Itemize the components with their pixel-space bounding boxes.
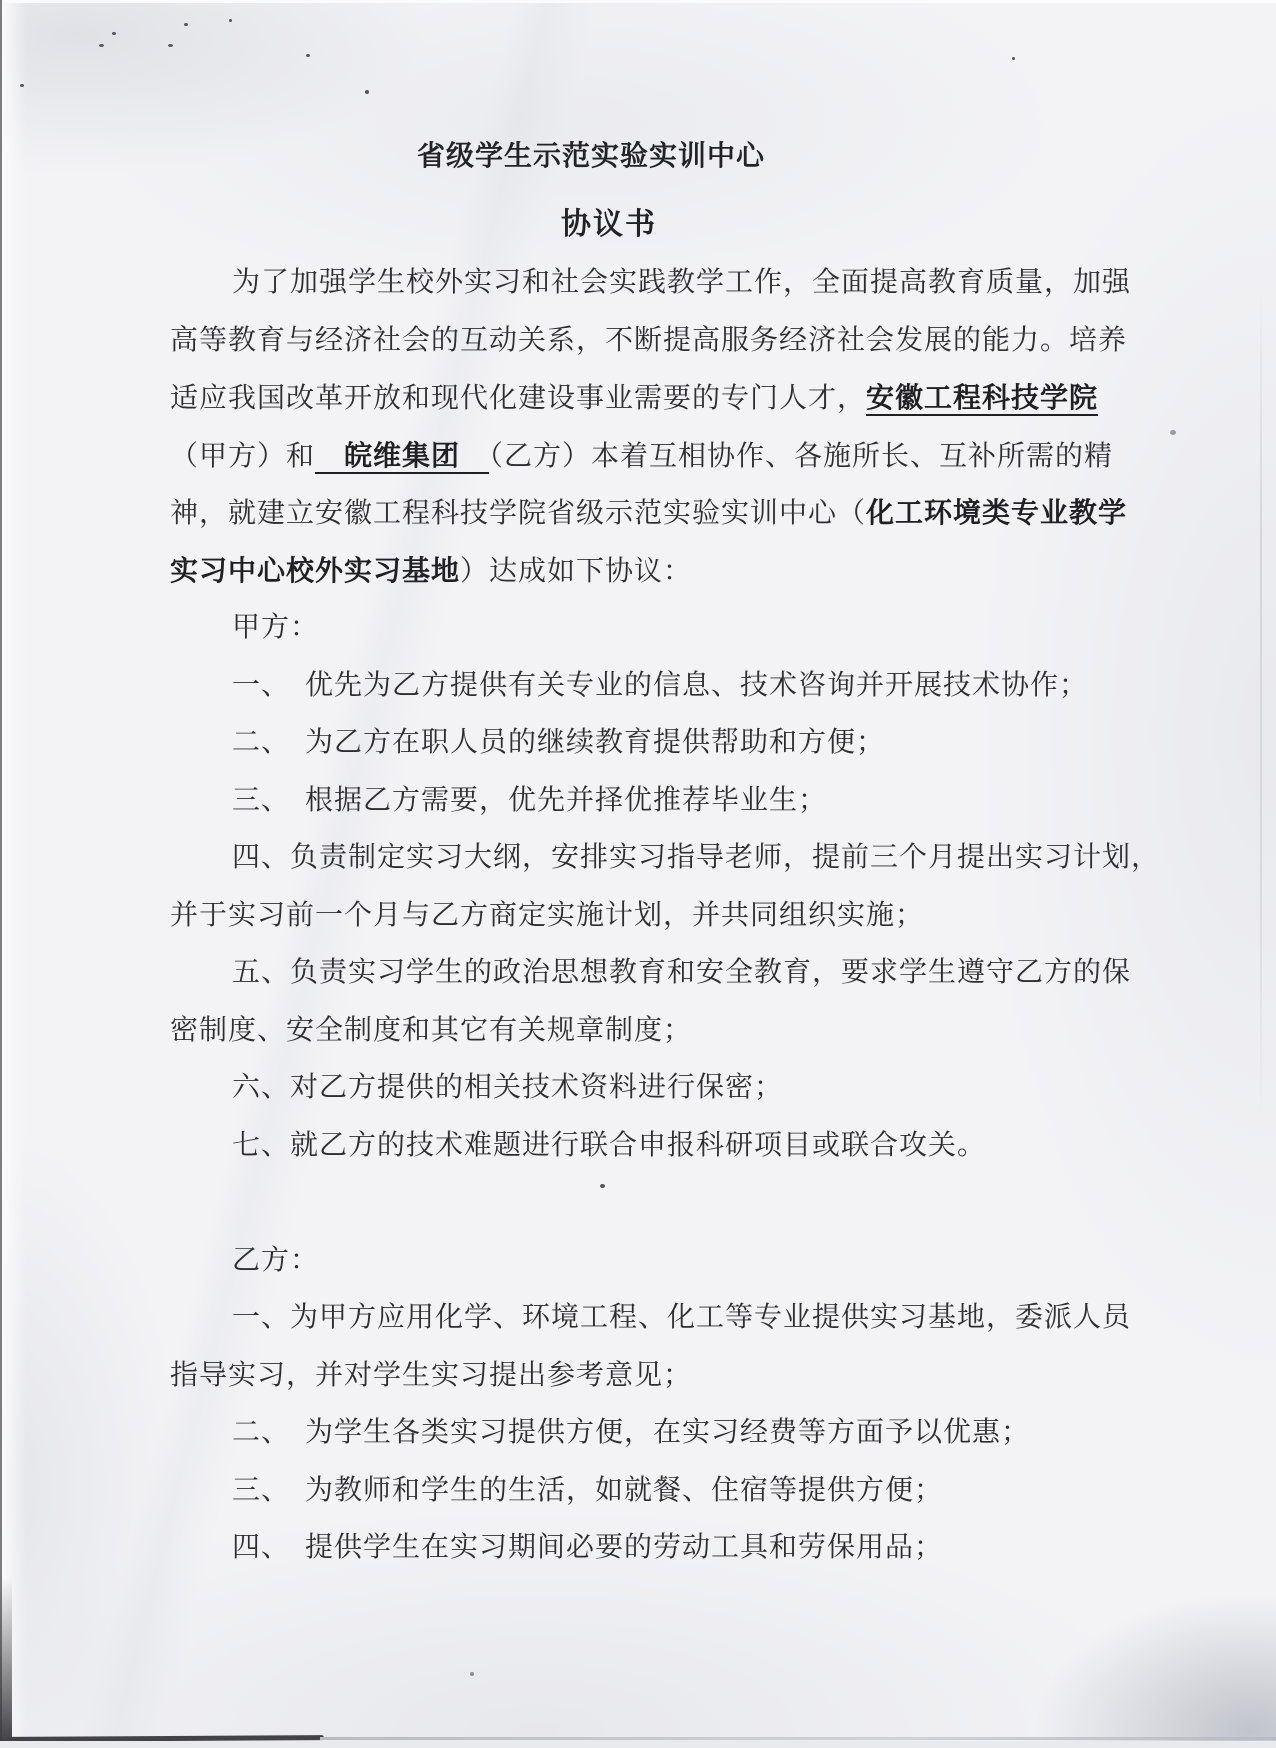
party-b-heading: 乙方： <box>232 1244 320 1276</box>
party-a-heading: 甲方： <box>232 612 320 643</box>
scan-edge-left <box>0 0 2 1748</box>
paper-speck <box>470 1672 474 1676</box>
body-text: 神，就建立安徽工程科技学院省级示范实验实训中心（ <box>170 498 867 529</box>
body-text: 七、就乙方的技术难题进行联合申报科研项目或联合攻关。 <box>232 1129 987 1161</box>
doc-title: 省级学生示范实验实训中心 <box>416 140 765 171</box>
text-line <box>170 1404 1150 1462</box>
text-line <box>170 427 1150 485</box>
body-text: 三、 为教师和学生的生活，如就餐、住宿等提供方便； <box>232 1474 944 1506</box>
body-text: 四、负责制定实习大纲，安排实习指导老师，提前三个月提出实习计划， <box>232 842 1161 873</box>
text-line <box>170 657 1150 715</box>
text-line <box>170 772 1150 830</box>
body-text: 五、负责实习学生的政治思想教育和安全教育，要求学生遵守乙方的保 <box>232 957 1132 988</box>
text-line <box>170 829 1161 887</box>
text-line <box>170 1519 1150 1577</box>
paper-speck <box>20 84 24 87</box>
text-line <box>170 484 1150 542</box>
text-line <box>170 369 1150 427</box>
scanner-bed-strip <box>0 1741 1276 1748</box>
blank-line <box>170 1174 1150 1232</box>
paper-crease <box>1260 290 1262 1120</box>
body-text: 一、为甲方应用化学、环境工程、化工等专业提供实习基地，委派人员 <box>232 1302 1132 1333</box>
text-line <box>170 1059 1150 1117</box>
body-text: （乙方）本着互相协作、各施所长、互补所需的精 <box>489 440 1114 472</box>
text-line <box>170 714 1150 772</box>
body-text: 适应我国改革开放和现代化建设事业需要的专门人才， <box>170 383 867 414</box>
text-line <box>170 542 1150 600</box>
body-text: 六、对乙方提供的相关技术资料进行保密； <box>232 1072 784 1103</box>
body-text: 密制度、安全制度和其它有关规章制度； <box>170 1014 693 1046</box>
text-line <box>170 312 1150 370</box>
document-content <box>170 0 1161 1577</box>
emphasized-text: 实习中心校外实习基地 <box>170 554 461 586</box>
text-line <box>170 1002 1150 1060</box>
emphasized-text: 化工环境类专业教学 <box>866 497 1128 528</box>
body-text: 一、 优先为乙方提供有关专业的信息、技术咨询并开展技术协作； <box>232 669 1089 701</box>
body-text: 为了加强学生校外实习和社会实践教学工作，全面提高教育质量，加强 <box>232 267 1132 298</box>
document-body <box>170 254 1161 1577</box>
body-text: ）达成如下协议： <box>460 555 693 587</box>
text-line <box>170 1462 1150 1520</box>
text-line <box>170 1289 1150 1347</box>
text-line <box>170 254 1150 312</box>
text-line <box>170 1347 1150 1405</box>
body-text: 高等教育与经济社会的互动关系，不断提高服务经济社会发展的能力。培养 <box>170 324 1128 356</box>
paper-bottom-edge-light <box>320 1737 1276 1740</box>
paper-speck <box>1170 430 1176 435</box>
party-a-name: 安徽工程科技学院 <box>866 382 1099 413</box>
doc-subtitle: 协议书 <box>561 208 657 241</box>
paper-speck <box>112 32 116 35</box>
scan-edge-left-highlight <box>2 0 26 1748</box>
text-line <box>170 887 1150 945</box>
text-line <box>170 1232 1150 1290</box>
body-text: 指导实习，并对学生实习提出参考意见； <box>170 1359 693 1391</box>
text-line <box>170 944 1150 1002</box>
body-text: （甲方）和 <box>170 440 316 472</box>
party-b-name: 皖维集团 <box>315 439 490 471</box>
text-line <box>170 1117 1150 1175</box>
paper-speck <box>99 44 104 47</box>
body-text: 并于实习前一个月与乙方商定实施计划，并共同组织实施； <box>170 899 925 931</box>
body-text: 二、 为乙方在职人员的继续教育提供帮助和方便； <box>232 727 886 758</box>
text-line <box>170 599 1150 657</box>
body-text: 三、 根据乙方需要，优先并择优推荐毕业生； <box>232 784 828 816</box>
body-text: 四、 提供学生在实习期间必要的劳动工具和劳保用品； <box>232 1532 944 1563</box>
body-text: 二、 为学生各类实习提供方便，在实习经费等方面予以优惠； <box>232 1417 1031 1448</box>
scan-edge-bottom-left <box>0 1578 12 1748</box>
